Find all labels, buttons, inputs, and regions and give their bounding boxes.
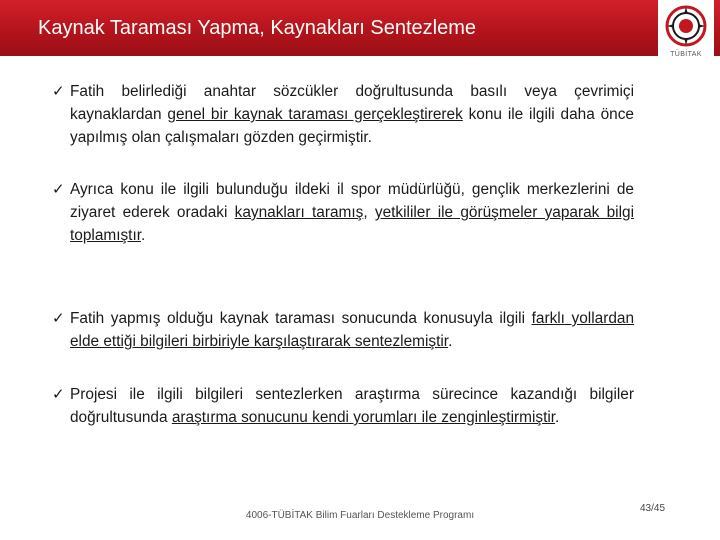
slide-title: Kaynak Taraması Yapma, Kaynakları Sentezleme [38,17,477,39]
bullet-text: Fatih yapmış olduğu kaynak taraması sonucunda konusuyla ilgili farklı yollardan elde ettiği bilgileri birbiriyle karşılaştırarak sentezlemiştir. [70,310,634,350]
bullet-text: Fatih belirlediği anahtar sözcükler doğrultusunda basılı veya çevrimiçi kaynaklardan genel bir kaynak taraması gerçekleştirerek konu ile ilgili daha önce yapılmış olan çalışmaları gözden geçirmiştir. [70,83,634,146]
bullet-item [54,178,634,247]
bullet-text: Projesi ile ilgili bilgileri sentezlerken araştırma sürecince kazandığı bilgiler doğrultusunda araştırma sonucunu kendi yorumları ile zenginleştirmiştir. [70,386,634,426]
bullet-item [54,307,634,353]
tubitak-emblem-icon [664,4,708,50]
check-icon: ✓ [52,310,65,327]
footer-program: 4006-TÜBİTAK Bilim Fuarları Destekleme Programı [245,510,475,521]
logo-text: TÜBİTAK [670,51,702,58]
page-number: 43/45 [640,503,666,514]
check-icon: ✓ [52,386,65,403]
check-icon: ✓ [52,83,65,100]
slide-header [0,0,720,56]
bullet-text: Ayrıca konu ile ilgili bulunduğu ildeki il spor müdürlüğü, gençlik merkezlerini de ziyaret ederek oradaki kaynakları taramış, yetkililer ile görüşmeler yaparak bilgi toplamıştır. [70,181,634,244]
tubitak-logo [658,0,714,70]
bullet-item [54,383,634,429]
bullet-item [54,80,634,149]
check-icon: ✓ [52,181,65,198]
